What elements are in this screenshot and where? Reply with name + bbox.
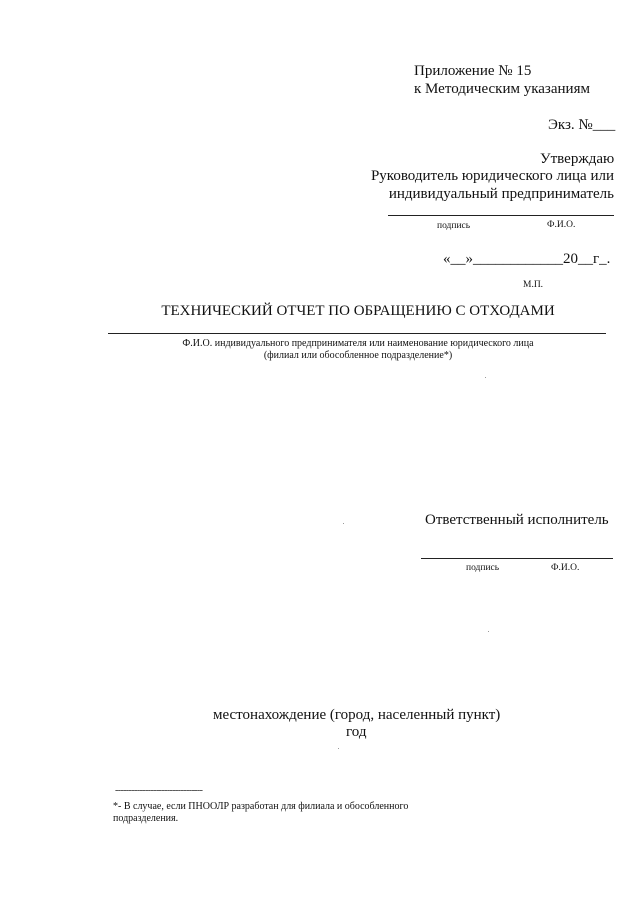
approver-name-label: Ф.И.О.: [547, 220, 576, 230]
organization-name-line: [108, 333, 606, 334]
scan-speck: [488, 631, 489, 632]
organization-caption-line1: Ф.И.О. индивидуального предпринимателя или наименование юридического лица: [182, 338, 534, 349]
appendix-reference: к Методическим указаниям: [414, 81, 590, 97]
scan-speck: [343, 523, 344, 524]
executor-signature-label: подпись: [466, 563, 500, 573]
executor-label: Ответственный исполнитель: [425, 512, 609, 528]
approver-signature-label: подпись: [437, 221, 471, 231]
appendix-number: Приложение № 15: [414, 63, 532, 79]
approver-title-line2: индивидуальный предприниматель: [388, 186, 614, 202]
approval-heading: Утверждаю: [540, 151, 615, 167]
executor-signature-line: [421, 558, 613, 559]
executor-name-label: Ф.И.О.: [551, 563, 580, 573]
scan-speck: [485, 377, 486, 378]
approver-title-line1: Руководитель юридического лица или: [370, 168, 614, 184]
scan-speck: [338, 748, 339, 749]
footnote-separator: --------------------------------: [115, 785, 203, 796]
location-text: местонахождение (город, населенный пункт): [213, 707, 501, 723]
organization-caption-line2: (филиал или обособленное подразделение*): [263, 350, 453, 361]
footnote-text-line1: *- В случае, если ПНООЛР разработан для филиала и обособленного: [113, 801, 409, 812]
seal-label: М.П.: [523, 280, 544, 290]
approval-date-line: «__»____________20__г_.: [443, 251, 611, 267]
footnote-text-line2: подразделения.: [113, 813, 179, 824]
year-text: год: [346, 724, 367, 740]
approver-signature-line: [388, 215, 614, 216]
copy-number: Экз. №___: [548, 117, 616, 133]
report-title: ТЕХНИЧЕСКИЙ ОТЧЕТ ПО ОБРАЩЕНИЮ С ОТХОДАМИ: [161, 303, 555, 319]
